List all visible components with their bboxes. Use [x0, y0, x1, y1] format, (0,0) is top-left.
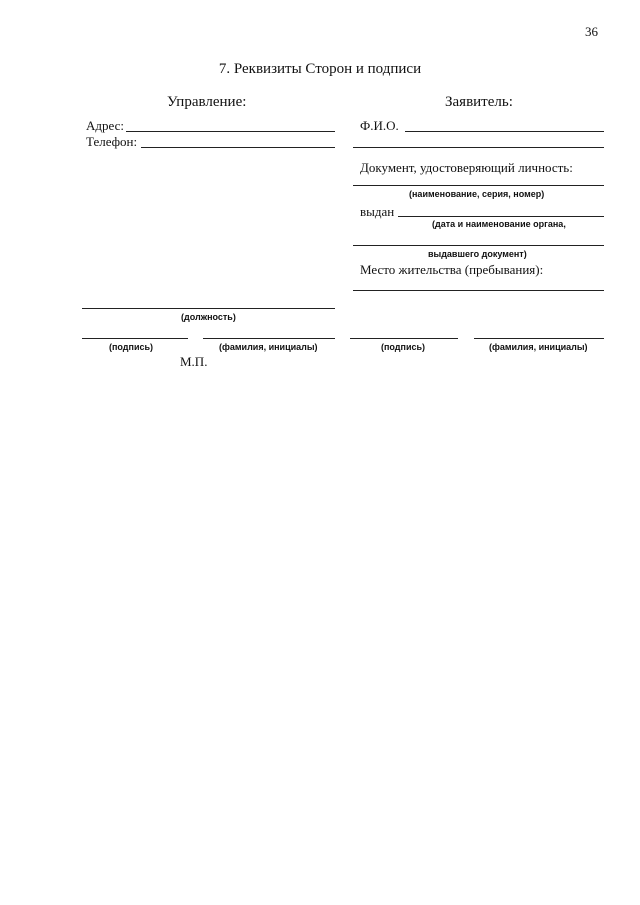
management-name-caption: (фамилия, инициалы) — [219, 342, 318, 352]
issued-caption-1: (дата и наименование органа, — [432, 219, 566, 229]
residence-line — [353, 290, 604, 291]
fio-line — [405, 131, 604, 132]
seal-label: М.П. — [180, 354, 208, 369]
applicant-name-caption: (фамилия, инициалы) — [489, 342, 588, 352]
fio-label: Ф.И.О. — [360, 118, 399, 133]
issued-line-2 — [353, 245, 604, 246]
phone-line — [141, 147, 335, 148]
applicant-signature-caption: (подпись) — [381, 342, 426, 352]
management-heading: Управление: — [167, 94, 247, 110]
issued-caption-2: выдавшего документ) — [428, 249, 527, 259]
applicant-name-line — [474, 338, 604, 339]
management-signature-line — [82, 338, 188, 339]
residence-label: Место жительства (пребывания): — [360, 262, 544, 277]
fio-line-2 — [353, 147, 604, 148]
position-line — [82, 308, 335, 309]
id-document-caption: (наименование, серия, номер) — [409, 189, 545, 199]
address-label: Адрес: — [86, 118, 124, 133]
page-number: 36 — [585, 24, 598, 39]
id-document-line — [353, 185, 604, 186]
issued-label: выдан — [360, 204, 395, 219]
management-signature-caption: (подпись) — [109, 342, 154, 352]
issued-line — [398, 216, 604, 217]
applicant-signature-line — [350, 338, 458, 339]
section-title: 7. Реквизиты Сторон и подписи — [218, 61, 422, 77]
applicant-heading: Заявитель: — [445, 94, 513, 110]
id-document-label: Документ, удостоверяющий личность: — [360, 160, 573, 175]
phone-label: Телефон: — [86, 134, 138, 149]
address-line — [126, 131, 335, 132]
position-caption: (должность) — [181, 312, 236, 322]
management-name-line — [203, 338, 335, 339]
